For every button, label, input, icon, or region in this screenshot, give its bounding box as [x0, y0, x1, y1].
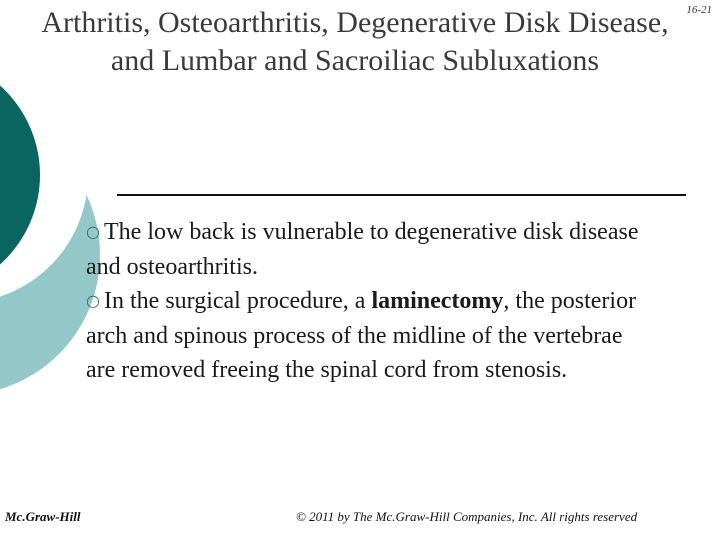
page-number: 16-21: [686, 4, 712, 16]
bullet-item: [86, 284, 646, 388]
footer-copyright: © 2011 by The Mc.Graw-Hill Companies, Inc. All rights reserved: [296, 509, 638, 524]
bullet-text: In the surgical procedure, a: [104, 288, 372, 314]
hollow-circle-icon: [86, 215, 104, 250]
footer-publisher: Mc.Graw-Hill: [5, 509, 81, 524]
bullet-text-after: , the posterior arch and spinous process of the midline of the vertebrae are removed freeing the spinal cord from stenosis.: [86, 288, 637, 383]
bullet-text: The low back is vulnerable to degenerative disk disease and osteoarthritis.: [86, 219, 639, 280]
bullet-item: [86, 215, 646, 284]
title-underline: [117, 194, 686, 196]
bullet-list: [86, 215, 646, 388]
hollow-circle-icon: [86, 284, 104, 319]
bullet-bold-term: laminectomy: [371, 288, 504, 314]
slide-title: Arthritis, Osteoarthritis, Degenerative Disk Disease, and Lumbar and Sacroiliac Subluxations: [41, 6, 669, 77]
